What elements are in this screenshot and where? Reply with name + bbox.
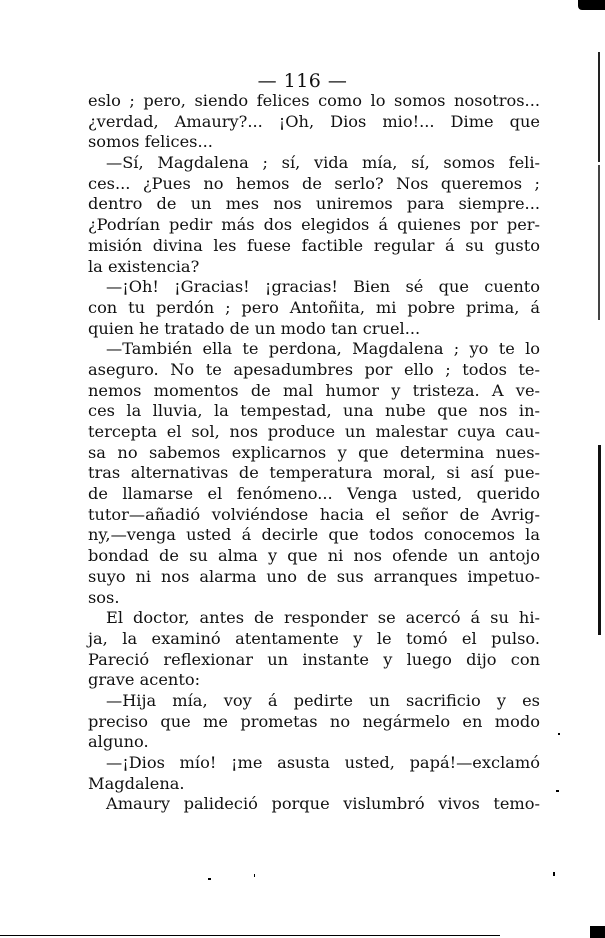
text-line: tutor—añadió volviéndose hacia el señor de Avrig-: [88, 504, 540, 524]
text-line: aseguro. No te apesadumbres por ello ; todos te-: [88, 359, 540, 379]
text-line: nemos momentos de mal humor y tristeza. A ve-: [88, 380, 540, 400]
text-line: eslo ; pero, siendo felices como lo somos nosotros...: [88, 91, 540, 110]
scan-speck: [558, 733, 560, 735]
text-line: —¡Oh! ¡Gracias! ¡gracias! Bien sé que cuento: [106, 277, 540, 297]
text-line: Magdalena.: [88, 773, 185, 793]
text-line: sos.: [88, 587, 120, 607]
body-text: [88, 91, 540, 815]
scan-bottom-edge: [0, 935, 500, 936]
text-line: de llamarse el fenómeno... Venga usted, querido: [88, 484, 540, 504]
text-line: El doctor, antes de responder se acercó á su hi-: [106, 608, 540, 628]
text-line: —Sí, Magdalena ; sí, vida mía, sí, somos feli-: [106, 153, 540, 173]
text-line: —¡Dios mío! ¡me asusta usted, papá!—exclamó: [106, 753, 540, 772]
text-line: ces la lluvia, la tempestad, una nube que nos in-: [88, 401, 540, 421]
scan-edge-shadow: [598, 165, 600, 320]
text-line: Pareció reflexionar un instante y luego dijo con: [88, 649, 540, 669]
scan-corner-artifact: [590, 926, 605, 938]
scan-corner-artifact: [578, 0, 605, 10]
text-line: ny,—venga usted á decirle que todos conocemos la: [88, 525, 540, 545]
scan-speck: [254, 874, 255, 877]
text-line: ¿verdad, Amaury?... ¡Oh, Dios mio!... Dime que: [88, 111, 540, 131]
text-line: ja, la examinó atentamente y le tomó el pulso.: [88, 628, 540, 648]
text-line: misión divina les fuese factible regular á su gusto: [88, 235, 540, 255]
scan-edge-shadow: [598, 445, 601, 635]
page-number: — 116 —: [257, 70, 348, 92]
text-line: la existencia?: [88, 256, 200, 276]
scan-edge-shadow: [598, 52, 600, 162]
text-line: ces... ¿Pues no hemos de serlo? Nos queremos ;: [88, 173, 540, 193]
text-line: somos felices...: [88, 132, 213, 152]
text-line: con tu perdón ; pero Antoñita, mi pobre prima, á: [88, 297, 540, 317]
text-line: alguno.: [88, 732, 149, 752]
text-line: —Hija mía, voy á pedirte un sacrificio y es: [106, 690, 540, 710]
text-line: preciso que me prometas no negármelo en modo: [88, 711, 540, 731]
text-line: suyo ni nos alarma uno de sus arranques impetuo-: [88, 566, 540, 586]
text-line: ¿Podrían pedir más dos elegidos á quienes por per-: [88, 215, 540, 235]
text-line: grave acento:: [88, 670, 201, 690]
scan-speck: [553, 872, 555, 876]
text-line: dentro de un mes nos uniremos para siempre...: [88, 194, 540, 214]
text-line: Amaury palideció porque vislumbró vivos temo-: [106, 794, 540, 814]
text-line: tras alternativas de temperatura moral, si así pue-: [88, 463, 540, 483]
scan-speck: [556, 790, 559, 792]
text-line: bondad de su alma y que ni nos ofende un antojo: [88, 546, 540, 566]
scan-speck: [208, 878, 211, 880]
text-line: tercepta el sol, nos produce un malestar cuya cau-: [88, 422, 540, 441]
text-line: —También ella te perdona, Magdalena ; yo te lo: [106, 339, 540, 359]
text-line: sa no sabemos explicarnos y que determina nues-: [88, 442, 540, 462]
text-line: quien he tratado de un modo tan cruel...: [88, 318, 421, 338]
